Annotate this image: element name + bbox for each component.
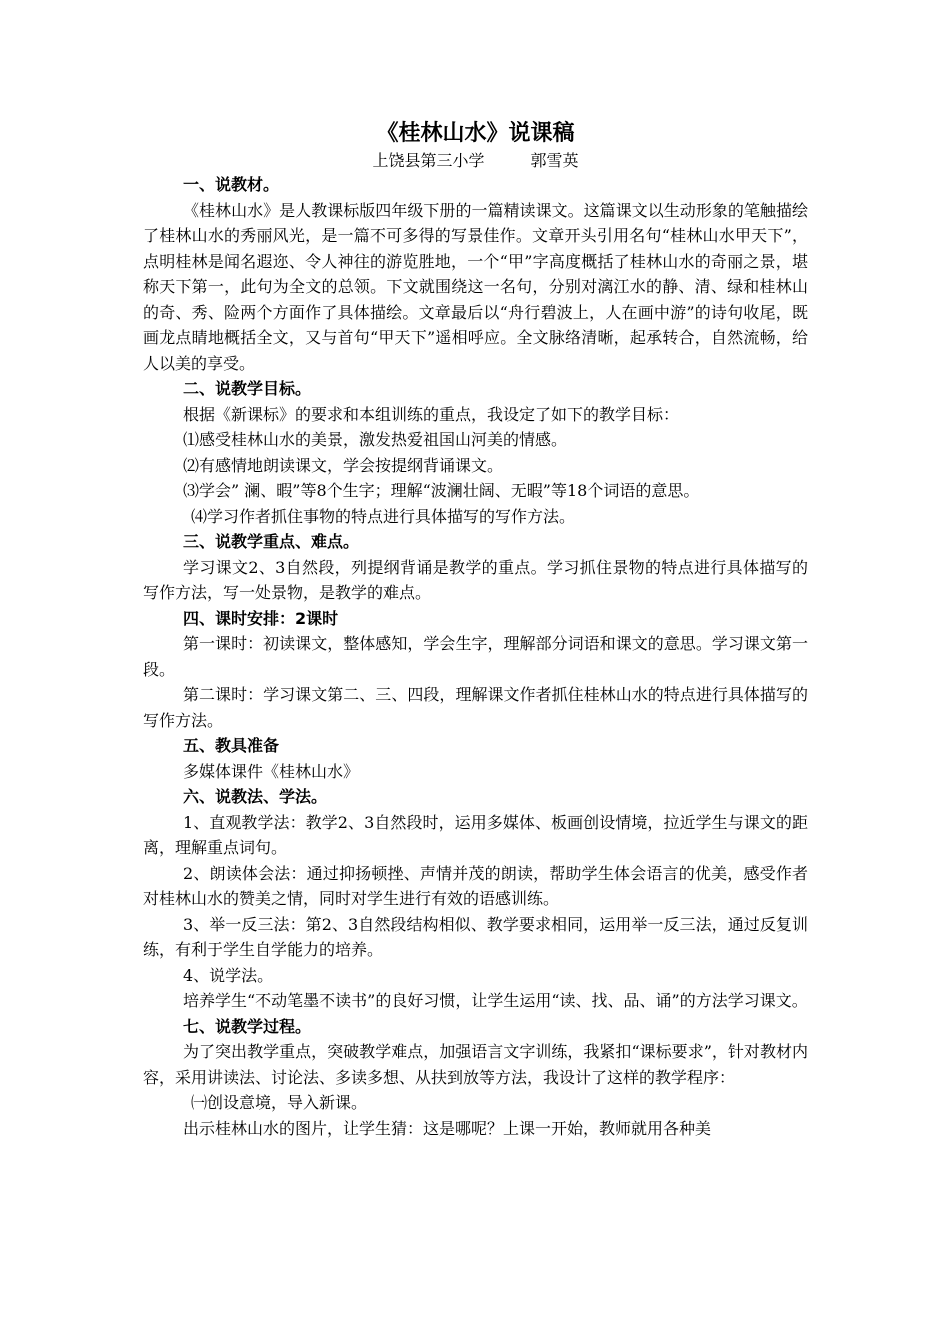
paragraph: 4、说学法。 (183, 965, 274, 985)
section-heading: 六、说教法、学法。 (183, 787, 328, 806)
paragraph: 学习课文2、3自然段，列提纲背诵是教学的重点。学习抓住景物的特点进行具体描写的写作方法，写一处景物，是教学的难点。 (143, 557, 808, 602)
school-name: 上饶县第三小学 (372, 151, 485, 170)
paragraph: 根据《新课标》的要求和本组训练的重点，我设定了如下的教学目标： (183, 404, 680, 424)
objective-item: ⑵有感情地朗读课文，学会按提纲背诵课文。 (183, 455, 504, 475)
paragraph: 《桂林山水》是人教课标版四年级下册的一篇精读课文。这篇课文以生动形象的笔触描绘了桂林山水的秀丽风光，是一篇不可多得的写景佳作。文章开头引用名句“桂林山水甲天下”，点明桂林是闻名遐迩、令人神往的游览胜地，一个“甲”字高度概括了桂林山水的奇丽之景，堪称天下第一，此句为全文的总领。下文就围绕这一名句，分别对漓江水的静、清、绿和桂林山的奇、秀、险两个方面作了具体描绘。文章最后以“舟行碧波上，人在画中游”的诗句收尾，既画龙点睛地概括全文，又与首句“甲天下”遥相呼应。全文脉络清晰，起承转合，自然流畅，给人以美的享受。 (143, 200, 808, 373)
document-title: 《桂林山水》说课稿 (376, 121, 575, 146)
section-heading: 七、说教学过程。 (183, 1016, 312, 1036)
paragraph: 出示桂林山水的图片，让学生猜：这是哪呢？上课一开始，教师就用各种美 (183, 1118, 712, 1138)
document-page (143, 118, 808, 1141)
paragraph: 多媒体课件《桂林山水》 (183, 761, 360, 781)
paragraph: 第一课时：初读课文，整体感知，学会生字，理解部分词语和课文的意思。学习课文第一段。 (143, 634, 808, 679)
author-name: 郭雪英 (530, 151, 579, 170)
paragraph: ㈠创设意境，导入新课。 (191, 1093, 368, 1112)
section-heading: 五、教具准备 (183, 736, 280, 755)
section-heading: 三、说教学重点、难点。 (183, 532, 360, 551)
byline (143, 150, 808, 172)
section-heading: 一、说教材。 (183, 175, 280, 194)
objective-item: ⑶学会” 澜、暇”等8个生字；理解“波澜壮阔、无暇”等18个词语的意思。 (183, 481, 700, 500)
section-heading: 四、课时安排：2课时 (183, 608, 339, 628)
paragraph: 2、朗读体会法：通过抑扬顿挫、声情并茂的朗读，帮助学生体会语言的优美，感受作者对桂林山水的赞美之情，同时对学生进行有效的语感训练。 (143, 863, 808, 908)
objective-item: ⑷学习作者抓住事物的特点进行具体描写的写作方法。 (191, 506, 576, 526)
paragraph: 1、直观教学法：教学2、3自然段时，运用多媒体、板画创设情境，拉近学生与课文的距离，理解重点词句。 (143, 812, 808, 857)
objective-item: ⑴感受桂林山水的美景，激发热爱祖国山河美的情感。 (183, 430, 568, 449)
section-heading: 二、说教学目标。 (183, 379, 312, 398)
paragraph: 第二课时：学习课文第二、三、四段，理解课文作者抓住桂林山水的特点进行具体描写的写作方法。 (143, 685, 808, 730)
paragraph: 3、举一反三法：第2、3自然段结构相似、教学要求相同，运用举一反三法，通过反复训练，有利于学生自学能力的培养。 (143, 914, 808, 959)
paragraph: 为了突出教学重点，突破教学难点，加强语言文字训练，我紧扣“课标要求”，针对教材内容，采用讲读法、讨论法、多读多想、从扶到放等方法，我设计了这样的教学程序： (143, 1042, 808, 1087)
paragraph: 培养学生“不动笔墨不读书”的良好习惯，让学生运用“读、找、品、诵”的方法学习课文。 (183, 991, 808, 1010)
